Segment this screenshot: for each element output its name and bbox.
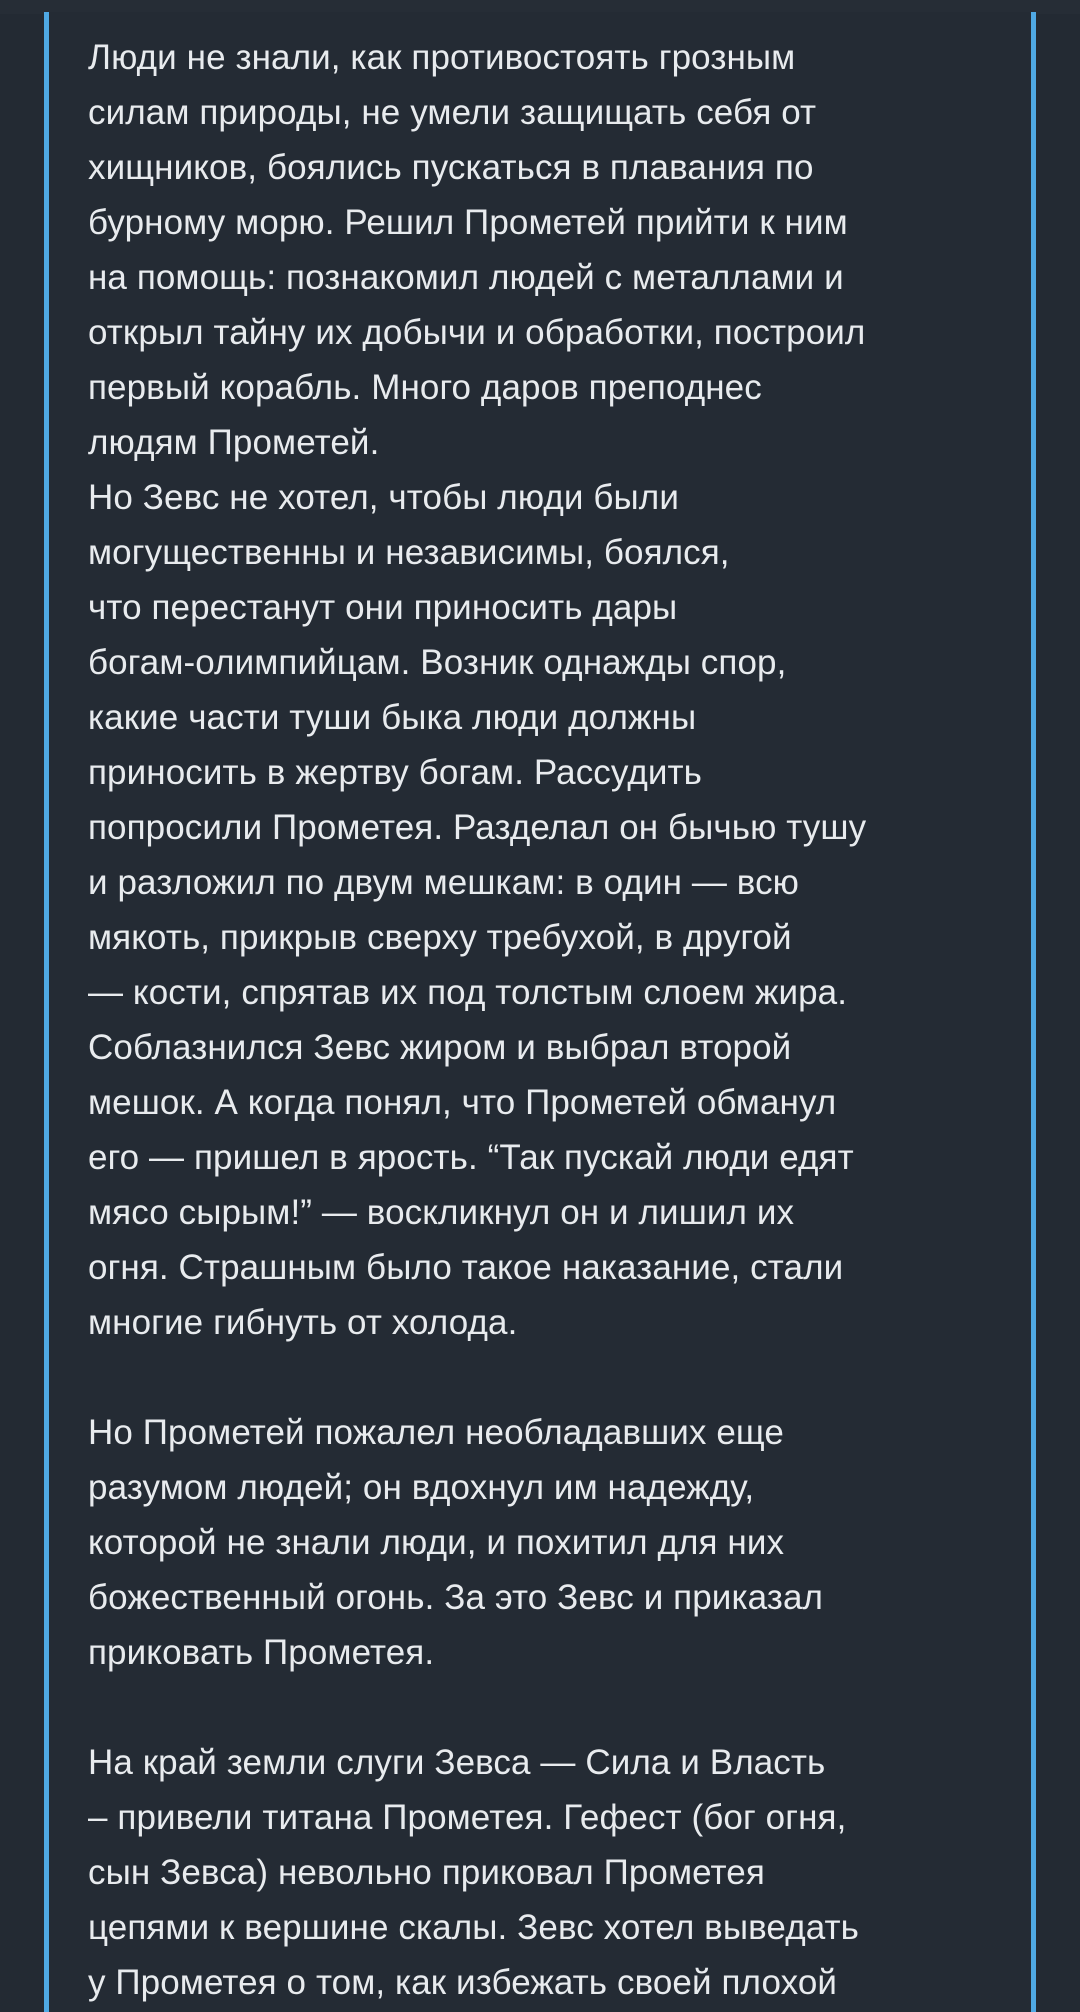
answer-text (88, 30, 1008, 2010)
answer-line: на помощь: познакомил людей с металлами и (88, 258, 844, 297)
answer-line: могущественны и независимы, боялся, (88, 533, 730, 572)
answer-line: многие гибнуть от холода. (88, 1303, 518, 1342)
answer-line: Люди не знали, как противостоять грозным (88, 38, 796, 77)
answer-line: бурному морю. Решил Прометей прийти к ним (88, 203, 848, 242)
answer-line: и разложил по двум мешкам: в один — всю (88, 863, 800, 902)
answer-line: приковать Прометея. (88, 1633, 435, 1672)
answer-line: что перестанут они приносить дары (88, 588, 678, 627)
answer-line: людям Прометей. (88, 423, 380, 462)
answer-line: какие части туши быка люди должны (88, 698, 697, 737)
answer-line: которой не знали люди, и похитил для них (88, 1523, 785, 1562)
answer-line: разумом людей; он вдохнул им надежду, (88, 1468, 755, 1507)
answer-line: Но Прометей пожалел необладавших еще (88, 1413, 784, 1452)
answer-line: первый корабль. Много даров преподнес (88, 368, 762, 407)
answer-line: На край земли слуги Зевса — Сила и Власть (88, 1743, 826, 1782)
paragraph-break (88, 1680, 1008, 1735)
answer-line: цепями к вершине скалы. Зевс хотел выведать (88, 1908, 860, 1947)
answer-line: — кости, спрятав их под толстым слоем жира. (88, 973, 848, 1012)
answer-line: приносить в жертву богам. Рассудить (88, 753, 702, 792)
answer-line: сын Зевса) невольно приковал Прометея (88, 1853, 765, 1892)
answer-line: мякоть, прикрыв сверху требухой, в другой (88, 918, 792, 957)
answer-line: открыл тайну их добычи и обработки, построил (88, 313, 866, 352)
answer-line: мешок. А когда понял, что Прометей обманул (88, 1083, 837, 1122)
answer-line: огня. Страшным было такое наказание, стали (88, 1248, 844, 1287)
answer-line: хищников, боялись пускаться в плавания по (88, 148, 814, 187)
answer-line: его — пришел в ярость. “Так пускай люди едят (88, 1138, 854, 1177)
answer-line: божественный огонь. За это Зевс и приказал (88, 1578, 824, 1617)
answer-line: Соблазнился Зевс жиром и выбрал второй (88, 1028, 792, 1067)
answer-line: силам природы, не умели защищать себя от (88, 93, 817, 132)
answer-line: богам-олимпийцам. Возник однажды спор, (88, 643, 787, 682)
answer-line: мясо сырым!” — воскликнул он и лишил их (88, 1193, 795, 1232)
answer-line: у Прометея о том, как избежать своей плохой (88, 1963, 838, 2002)
answer-line: – привели титана Прометея. Гефест (бог огня, (88, 1798, 847, 1837)
paragraph-break (88, 1350, 1008, 1405)
answer-line: попросили Прометея. Разделал он бычью тушу (88, 808, 867, 847)
answer-line: Но Зевс не хотел, чтобы люди были (88, 478, 679, 517)
